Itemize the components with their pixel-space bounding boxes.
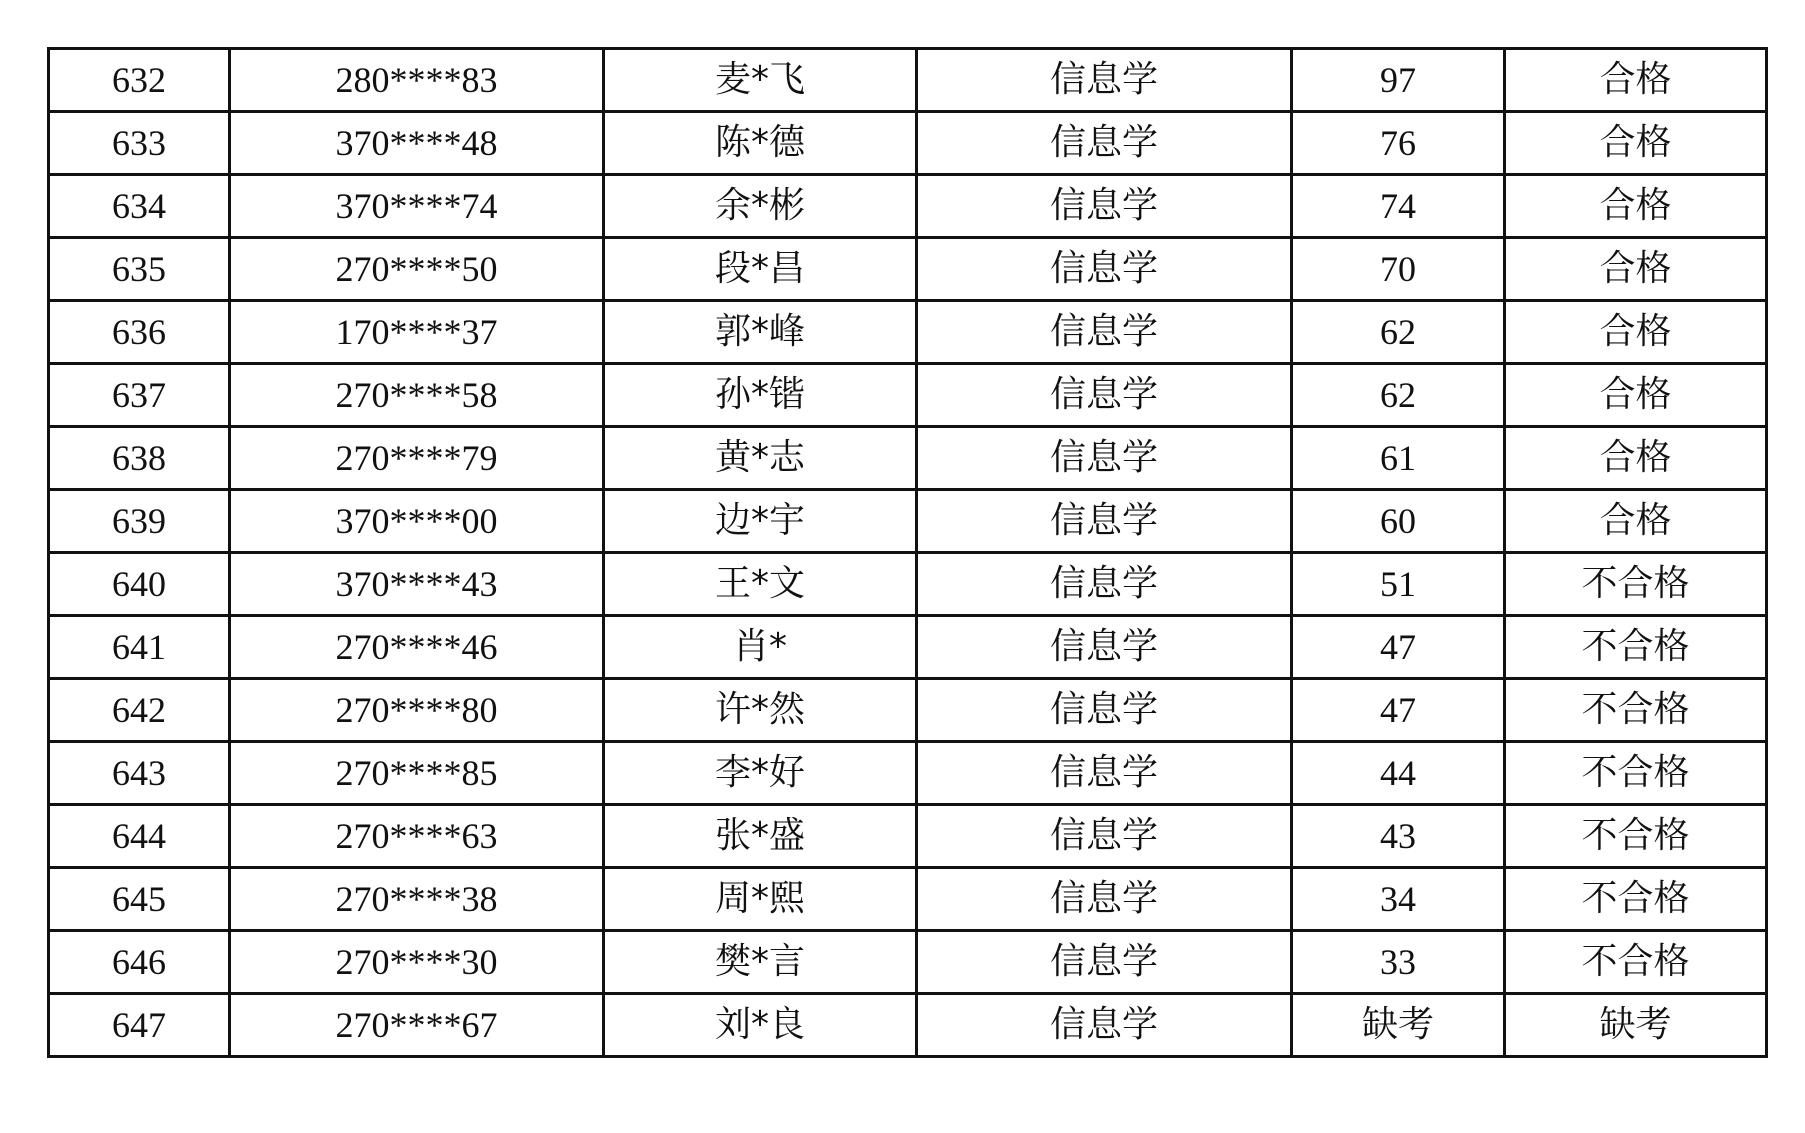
- seq-cell: 646: [49, 931, 230, 994]
- results-table-body: [49, 49, 1767, 1057]
- seq-cell: 636: [49, 301, 230, 364]
- name-cell: 段*昌: [604, 238, 917, 301]
- result-cell: 合格: [1505, 364, 1767, 427]
- seq-cell: 643: [49, 742, 230, 805]
- id-cell: 270****63: [230, 805, 604, 868]
- seq-cell: 639: [49, 490, 230, 553]
- id-cell: 270****50: [230, 238, 604, 301]
- name-cell: 麦*飞: [604, 49, 917, 112]
- major-cell: 信息学: [917, 490, 1292, 553]
- id-cell: 270****30: [230, 931, 604, 994]
- score-cell: 47: [1292, 679, 1505, 742]
- major-cell: 信息学: [917, 868, 1292, 931]
- table-row: [49, 49, 1767, 112]
- seq-cell: 637: [49, 364, 230, 427]
- score-cell: 61: [1292, 427, 1505, 490]
- result-cell: 合格: [1505, 490, 1767, 553]
- major-cell: 信息学: [917, 616, 1292, 679]
- seq-cell: 641: [49, 616, 230, 679]
- id-cell: 370****48: [230, 112, 604, 175]
- seq-cell: 645: [49, 868, 230, 931]
- major-cell: 信息学: [917, 931, 1292, 994]
- table-row: [49, 931, 1767, 994]
- seq-cell: 640: [49, 553, 230, 616]
- result-cell: 不合格: [1505, 553, 1767, 616]
- score-cell: 34: [1292, 868, 1505, 931]
- major-cell: 信息学: [917, 679, 1292, 742]
- score-cell: 62: [1292, 364, 1505, 427]
- major-cell: 信息学: [917, 175, 1292, 238]
- major-cell: 信息学: [917, 805, 1292, 868]
- result-cell: 不合格: [1505, 742, 1767, 805]
- score-cell: 51: [1292, 553, 1505, 616]
- id-cell: 270****58: [230, 364, 604, 427]
- id-cell: 270****38: [230, 868, 604, 931]
- result-cell: 合格: [1505, 49, 1767, 112]
- result-cell: 缺考: [1505, 994, 1767, 1057]
- id-cell: 370****00: [230, 490, 604, 553]
- table-row: [49, 427, 1767, 490]
- table-row: [49, 175, 1767, 238]
- major-cell: 信息学: [917, 553, 1292, 616]
- name-cell: 陈*德: [604, 112, 917, 175]
- name-cell: 刘*良: [604, 994, 917, 1057]
- table-row: [49, 616, 1767, 679]
- id-cell: 270****46: [230, 616, 604, 679]
- result-cell: 合格: [1505, 301, 1767, 364]
- name-cell: 黄*志: [604, 427, 917, 490]
- result-cell: 不合格: [1505, 616, 1767, 679]
- id-cell: 370****43: [230, 553, 604, 616]
- table-row: [49, 742, 1767, 805]
- score-cell: 43: [1292, 805, 1505, 868]
- name-cell: 周*熙: [604, 868, 917, 931]
- id-cell: 280****83: [230, 49, 604, 112]
- major-cell: 信息学: [917, 994, 1292, 1057]
- result-cell: 不合格: [1505, 931, 1767, 994]
- table-row: [49, 238, 1767, 301]
- table-row: [49, 994, 1767, 1057]
- seq-cell: 638: [49, 427, 230, 490]
- seq-cell: 635: [49, 238, 230, 301]
- id-cell: 270****85: [230, 742, 604, 805]
- major-cell: 信息学: [917, 364, 1292, 427]
- table-row: [49, 553, 1767, 616]
- id-cell: 170****37: [230, 301, 604, 364]
- seq-cell: 647: [49, 994, 230, 1057]
- name-cell: 李*好: [604, 742, 917, 805]
- table-row: [49, 868, 1767, 931]
- name-cell: 樊*言: [604, 931, 917, 994]
- table-row: [49, 301, 1767, 364]
- score-cell: 97: [1292, 49, 1505, 112]
- table-row: [49, 679, 1767, 742]
- major-cell: 信息学: [917, 742, 1292, 805]
- score-cell: 70: [1292, 238, 1505, 301]
- seq-cell: 633: [49, 112, 230, 175]
- major-cell: 信息学: [917, 427, 1292, 490]
- table-row: [49, 490, 1767, 553]
- seq-cell: 634: [49, 175, 230, 238]
- score-cell: 60: [1292, 490, 1505, 553]
- id-cell: 370****74: [230, 175, 604, 238]
- score-cell: 74: [1292, 175, 1505, 238]
- results-table: [47, 47, 1768, 1058]
- seq-cell: 642: [49, 679, 230, 742]
- result-cell: 合格: [1505, 427, 1767, 490]
- major-cell: 信息学: [917, 112, 1292, 175]
- result-cell: 不合格: [1505, 679, 1767, 742]
- result-cell: 合格: [1505, 238, 1767, 301]
- score-cell: 缺考: [1292, 994, 1505, 1057]
- result-cell: 合格: [1505, 175, 1767, 238]
- table-row: [49, 364, 1767, 427]
- seq-cell: 644: [49, 805, 230, 868]
- score-cell: 62: [1292, 301, 1505, 364]
- major-cell: 信息学: [917, 238, 1292, 301]
- table-row: [49, 112, 1767, 175]
- name-cell: 边*宇: [604, 490, 917, 553]
- id-cell: 270****80: [230, 679, 604, 742]
- score-cell: 33: [1292, 931, 1505, 994]
- name-cell: 郭*峰: [604, 301, 917, 364]
- result-cell: 不合格: [1505, 805, 1767, 868]
- result-cell: 合格: [1505, 112, 1767, 175]
- id-cell: 270****79: [230, 427, 604, 490]
- results-sheet: [47, 47, 1765, 1058]
- name-cell: 余*彬: [604, 175, 917, 238]
- name-cell: 孙*锴: [604, 364, 917, 427]
- major-cell: 信息学: [917, 49, 1292, 112]
- score-cell: 76: [1292, 112, 1505, 175]
- table-row: [49, 805, 1767, 868]
- result-cell: 不合格: [1505, 868, 1767, 931]
- seq-cell: 632: [49, 49, 230, 112]
- score-cell: 44: [1292, 742, 1505, 805]
- id-cell: 270****67: [230, 994, 604, 1057]
- name-cell: 张*盛: [604, 805, 917, 868]
- name-cell: 许*然: [604, 679, 917, 742]
- score-cell: 47: [1292, 616, 1505, 679]
- name-cell: 王*文: [604, 553, 917, 616]
- name-cell: 肖*: [604, 616, 917, 679]
- major-cell: 信息学: [917, 301, 1292, 364]
